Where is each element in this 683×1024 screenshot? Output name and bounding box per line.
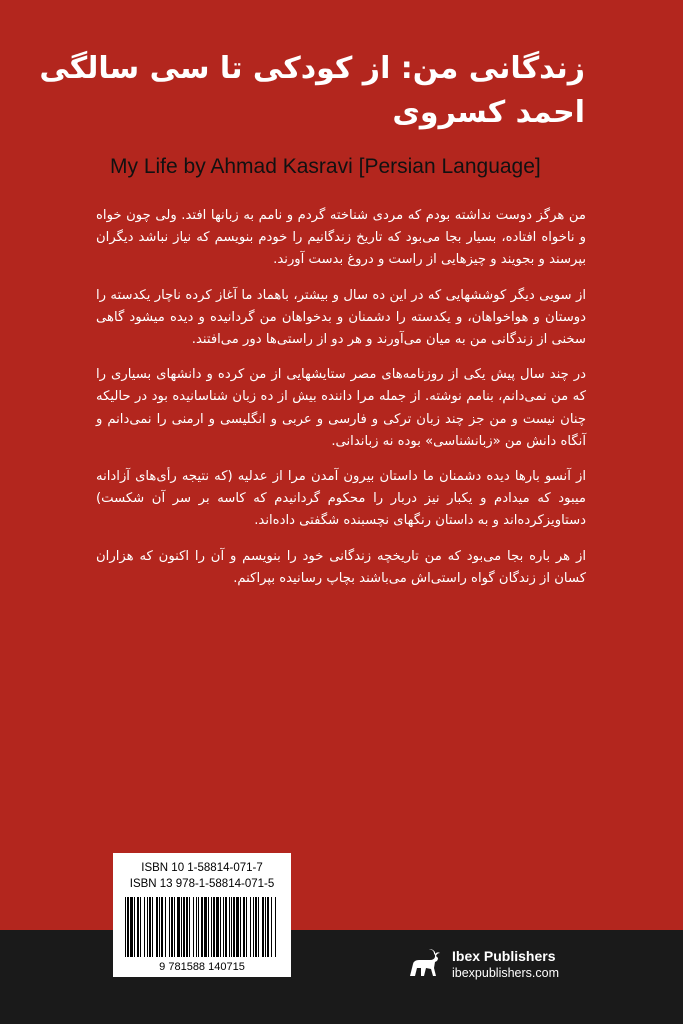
barcode-bar [246, 897, 247, 957]
blurb-paragraph: در چند سال پیش یکی از روزنامه‌های مصر ستایشهایی از من کرده و دانشهای بسیاری را که من نمی‌دانم، بنامم نوشته. از جمله مرا داننده بیش از ده زبان شناسانیده بود در حالیکه چنان نیست و من جز چند زبان ترکی و فارسی و عربی و انگلیسی و ارمنی را نمی‌دانم و آنگاه دانش من «زبانشناسی» بوده نه زباندانی. [96, 367, 586, 449]
barcode-bar [223, 897, 224, 957]
barcode-bar [265, 897, 266, 957]
barcode-bar [171, 897, 173, 957]
barcode-bar [240, 897, 241, 957]
barcode-bar [169, 897, 170, 957]
english-title: My Life by Ahmad Kasravi [Persian Language] [110, 155, 541, 178]
barcode-bar [220, 897, 221, 957]
barcode-bar [253, 897, 254, 957]
barcode-bar [165, 897, 166, 957]
barcode-bar [137, 897, 139, 957]
barcode-bar [147, 897, 148, 957]
barcode-bar [213, 897, 215, 957]
persian-author: احمد کسروی [392, 95, 585, 130]
barcode-bar [130, 897, 133, 957]
barcode-bar [204, 897, 207, 957]
barcode-bar [196, 897, 197, 957]
barcode-bar [236, 897, 239, 957]
barcode-bar [275, 897, 276, 957]
barcode-digits: 9 781588 140715 [159, 961, 245, 973]
barcode-bar [216, 897, 219, 957]
barcode-bar [198, 897, 199, 957]
barcode-bar [189, 897, 190, 957]
barcode-bar [255, 897, 257, 957]
barcode-bar [267, 897, 269, 957]
barcode-bar [183, 897, 185, 957]
barcode-bar [152, 897, 153, 957]
ibex-icon [404, 946, 444, 982]
blurb-paragraph: از آنسو بارها دیده دشمنان ما داستان بیرون آمدن مرا از عدلیه (که نتیجه رأی‌های آزادانه میبود که میدادم و یکبار نیز دربار را محکوم گردانیدم که کاسه بر سر آن شکست) دستاویزکرده‌اند و به داستان رنگهای نچسبنده شگفتی داده‌اند. [96, 469, 586, 529]
publisher-url[interactable]: ibexpublishers.com [452, 966, 559, 980]
isbn-10: ISBN 10 1-58814-071-7 [141, 862, 263, 874]
blurb-paragraph: من هرگز دوست نداشته بودم که مردی شناخته گردم و نامم به زبانها افتد. ولی چون خواه و ناخواه افتاده، بسیار بجا می‌بود که تاریخ زندگانیم را خودم بنویسم که نیاز نباشد دیگران بپرسند و بجویند و چیزهایی از راست و دروغ بدست آورند. [96, 208, 586, 268]
barcode-bar [140, 897, 141, 957]
persian-title: زندگانی من: از کودکی تا سی سالگی [39, 51, 585, 86]
barcode-bar [229, 897, 230, 957]
barcode-bar [125, 897, 126, 957]
publisher-logo-block [404, 946, 584, 986]
barcode-bar [201, 897, 203, 957]
barcode-bar [149, 897, 151, 957]
barcode-bar [233, 897, 235, 957]
barcode-bar [181, 897, 182, 957]
barcode-bar [231, 897, 232, 957]
isbn-13: ISBN 13 978-1-58814-071-5 [129, 878, 275, 890]
barcode-bar [211, 897, 212, 957]
barcode [121, 897, 283, 973]
barcode-bar [186, 897, 188, 957]
barcode-bar [258, 897, 259, 957]
barcode-bar [156, 897, 158, 957]
barcode-bar [262, 897, 264, 957]
barcode-bar [159, 897, 160, 957]
barcode-bar [144, 897, 145, 957]
barcode-bar [271, 897, 272, 957]
blurb-paragraph: از سویی دیگر کوششهایی که در این ده سال و بیشتر، باهماد ما آغاز کرده ناچار یکدسته را دوستان و هواخواهان، و یکدسته را دشمنان و بدخواهان من گردانیده و دیده میشود گاهی سخنی از زندگانی من به میان می‌آورند و هر دو از راستی‌ها دور می‌افتند. [96, 287, 586, 348]
barcode-bars [125, 897, 276, 957]
barcode-bar [193, 897, 194, 957]
publisher-name: Ibex Publishers [452, 948, 556, 964]
barcode-bar [127, 897, 129, 957]
blurb-paragraph: از هر باره بجا می‌بود که من تاریخچه زندگانی خود را بنویسم و آن را اکنون که هزاران کسان از زندگان گواه راستی‌اش می‌باشند بچاپ رسانیده بپراکنم. [96, 548, 586, 586]
barcode-bar [134, 897, 135, 957]
blurb-text [96, 205, 586, 603]
barcode-bar [208, 897, 209, 957]
barcode-bar [174, 897, 175, 957]
barcode-bar [250, 897, 251, 957]
barcode-bar [161, 897, 163, 957]
barcode-bar [225, 897, 227, 957]
barcode-bar [243, 897, 245, 957]
barcode-label [113, 853, 291, 977]
barcode-bar [177, 897, 180, 957]
